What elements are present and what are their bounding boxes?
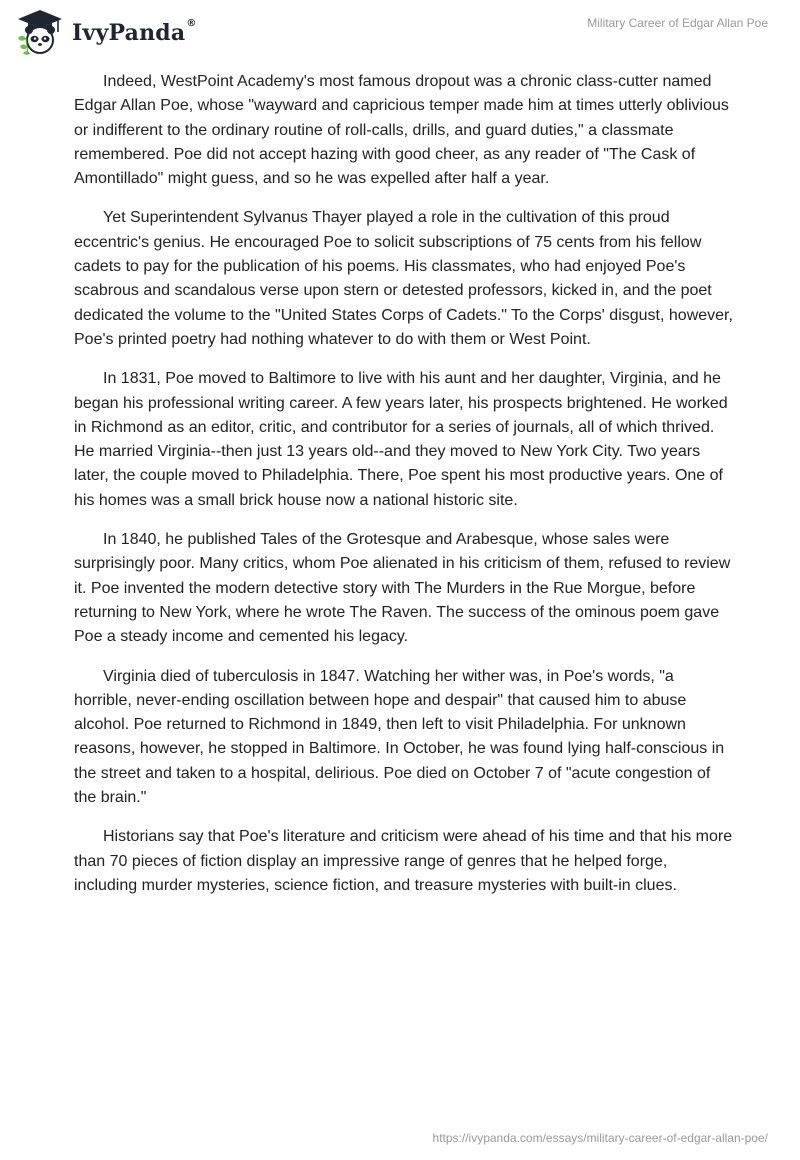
ivypanda-logo[interactable] <box>14 8 196 56</box>
essay-paragraph: In 1831, Poe moved to Baltimore to live with his aunt and her daughter, Virginia, and he began his professional writing career. A few years later, his prospects brightened. He worked in Richmond as an editor, critic, and contributor for a series of journals, all of which thrived. He married Virginia--then just 13 years old--and they moved to New York City. Two years later, the couple moved to Philadelphia. There, Poe spent his most productive years. One of his homes was a small brick house now a national historic site. <box>74 370 728 509</box>
essay-paragraph: Virginia died of tuberculosis in 1847. Watching her wither was, in Poe's words, "a horrible, never-ending oscillation between hope and despair" that caused him to abuse alcohol. Poe returned to Richmond in 1849, then left to visit Philadelphia. For unknown reasons, however, he stopped in Baltimore. In October, he was found lying half-conscious in the street and taken to a hospital, delirious. Poe died on October 7 of "acute congestion of the brain." <box>74 667 725 807</box>
brand-name: IvyPanda <box>72 20 186 46</box>
source-url[interactable]: https://ivypanda.com/essays/military-career-of-edgar-allan-poe/ <box>432 1131 768 1145</box>
essay-paragraph: Yet Superintendent Sylvanus Thayer played a role in the cultivation of this proud eccentric's genius. He encouraged Poe to solicit subscriptions of 75 cents from his fellow cadets to pay for the publication of his poems. His classmates, who had enjoyed Poe's scabrous and scandalous verse upon stern or detested professors, kicked in, and the poet dedicated the volume to the "United States Corps of Cadets." To the Corps' disgust, however, Poe's printed poetry had nothing whatever to do with them or West Point. <box>74 209 733 348</box>
document-title: Military Career of Edgar Allan Poe <box>587 16 768 30</box>
essay-paragraph: Indeed, WestPoint Academy's most famous dropout was a chronic class-cutter named Edgar Allan Poe, whose "wayward and capricious temper made him at times utterly oblivious or indifferent to the ordinary routine of roll-calls, drills, and guard duties," a classmate remembered. Poe did not accept hazing with good cheer, as any reader of "The Cask of Amontillado" might guess, and so he was expelled after half a year. <box>74 73 729 188</box>
essay-paragraph: In 1840, he published Tales of the Grotesque and Arabesque, whose sales were surprisingly poor. Many critics, whom Poe alienated in his criticism of them, refused to review it. Poe invented the modern detective story with The Murders in the Rue Morgue, before returning to New York, where he wrote The Raven. The success of the ominous poem gave Poe a steady income and cemented his legacy. <box>74 531 731 646</box>
essay-paragraph: Historians say that Poe's literature and criticism were ahead of his time and that his more than 70 pieces of fiction display an impressive range of genres that he helped forge, including murder mysteries, science fiction, and treasure mysteries with built-in clues. <box>74 828 733 894</box>
essay-body <box>74 70 734 913</box>
registered-mark: ® <box>186 17 197 29</box>
page-header <box>0 0 800 64</box>
panda-graduation-cap-icon <box>14 8 66 56</box>
